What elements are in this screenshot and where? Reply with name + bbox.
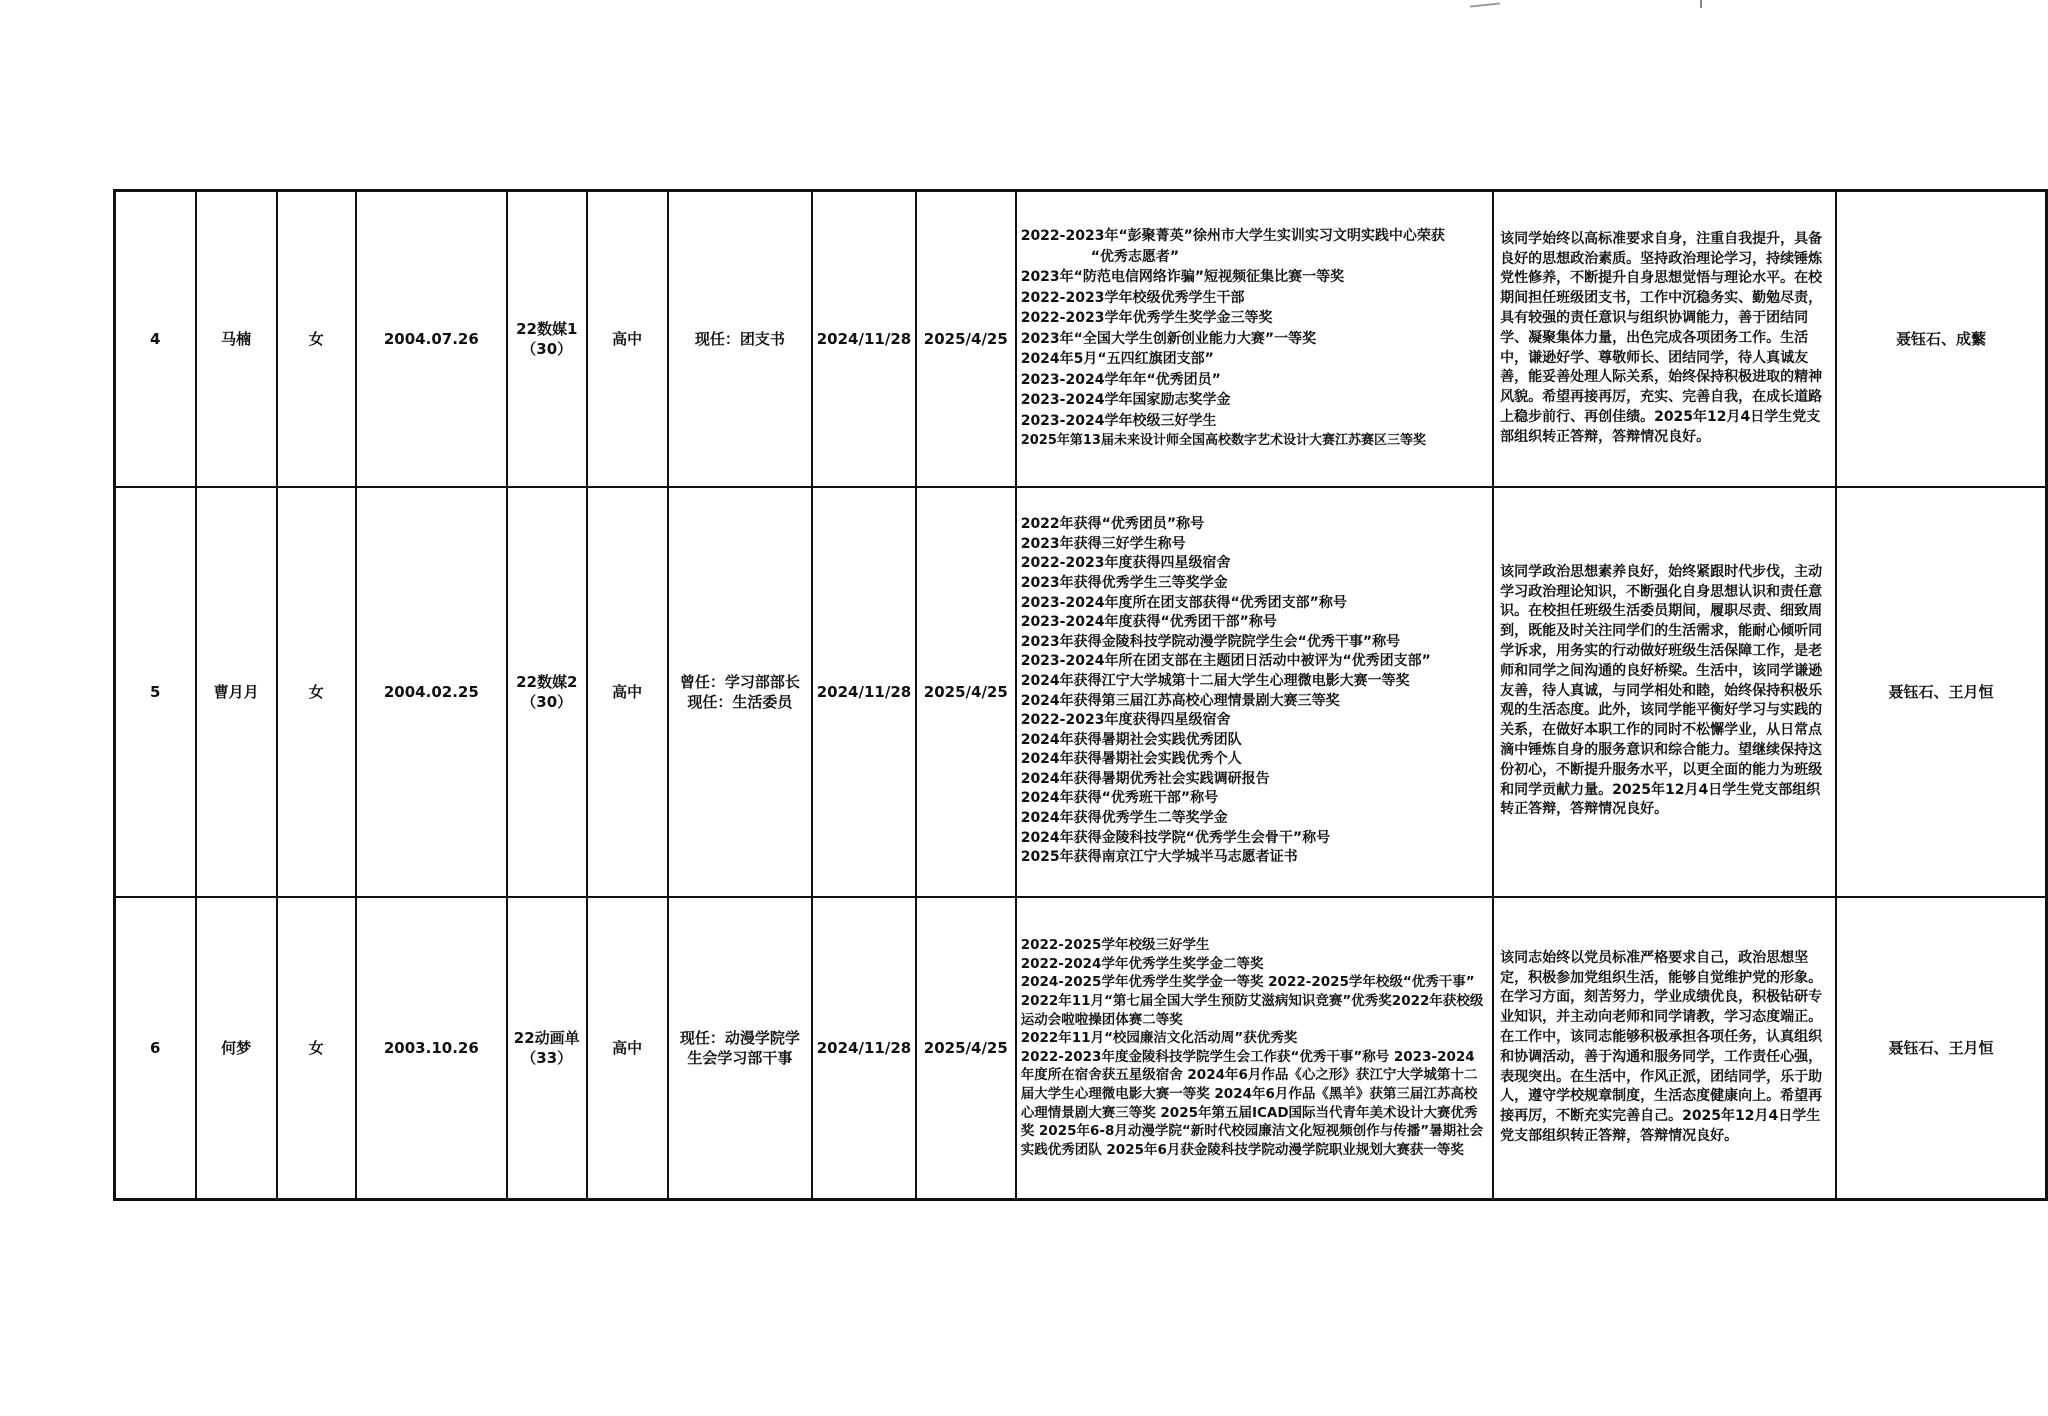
date-one: 2024/11/28 (812, 897, 916, 1200)
member-education: 高中 (587, 897, 668, 1200)
honor-item: 2024年获得“优秀班干部”称号 (1020, 790, 1219, 807)
honor-item: 2023年“全国大学生创新创业能力大赛”一等奖 (1020, 330, 1317, 347)
date-two: 2025/4/25 (916, 487, 1016, 897)
member-name: 曹月月 (196, 487, 277, 897)
date-one: 2024/11/28 (812, 191, 916, 487)
honor-item: 2022-2023学年校级优秀学生干部 (1020, 289, 1245, 306)
position-line: 现任：团支书 (694, 329, 785, 348)
honor-item: 2024年获得暑期社会实践优秀团队 (1020, 731, 1242, 748)
honor-item: 2024年5月“五四红旗团支部” (1020, 351, 1214, 367)
member-education: 高中 (587, 191, 668, 487)
class-line: （30） (521, 692, 573, 711)
contact-persons: 聂钰石、成蘩 (1836, 191, 2047, 487)
member-class (507, 487, 587, 897)
evaluation-text: 该同志始终以党员标准严格要求自己，政治思想坚定，积极参加党组织生活，能够自觉维护党的形象。在学习方面，刻苦努力，学业成绩优良，积极钻研专业知识，并主动向老师和同学请教，学习态度端正。在工作中，该同志能够积极承担各项任务，认真组织和协调活动，善于沟通和服务同学，工作责任心强，表现突出。在生活中，作风正派，团结同学，乐于助人，遵守学校规章制度，生活态度健康向上。希望再接再厉，不断充实完善自己。2025年12月4日学生党支部组织转正答辩，答辩情况良好。 (1500, 949, 1823, 1144)
member-evaluation (1493, 897, 1836, 1200)
member-gender: 女 (277, 897, 356, 1200)
honor-item: 2023-2024学年国家励志奖学金 (1020, 392, 1231, 408)
contact-persons: 聂钰石、王月恒 (1836, 487, 2047, 897)
table-row (115, 191, 2047, 487)
table-row (115, 897, 2047, 1200)
honor-item: 2022-2023年“彭聚菁英”徐州市大学生实训实习文明实践中心荣获 (1020, 228, 1445, 244)
honor-item: 2024年获得金陵科技学院“优秀学生会骨干”称号 (1020, 829, 1331, 846)
member-name: 何梦 (196, 897, 277, 1200)
honors-text: 2022-2025学年校级三好学生 2022-2024学年优秀学生奖学金二等奖 2024-2025学年优秀学生奖学金一等奖 2022-2025学年校级“优秀干事” 2022年11月“第七届全国大学生预防艾滋病知识竞赛”优秀奖2022年获校级运动会啦啦操团体赛二等奖 2022年11月“校园廉洁文化活动周”获优秀奖 2022-2023年度金陵科技学院学生会工作获“优秀干事”称号 2023-2024年度所在宿舍获五星级宿舍 2024年6月作品《心之形》获江宁大学城第十二届大学生心理微电影大赛一等奖 2024年6月作品《黑羊》获第三届江苏高校心理情景剧大赛三等奖 2025年第五届ICAD国际当代青年美术设计大赛优秀奖 2025年6-8月动漫学院“新时代校园廉洁文化短视频创作与传播”暑期社会实践优秀团队 2025年6月获金陵科技学院动漫学院职业规划大赛获一等奖 (1020, 937, 1484, 1158)
honor-item: 2023-2024学年校级三好学生 (1020, 412, 1217, 429)
honor-item: 2022-2023年度获得四星级宿舍 (1020, 712, 1231, 729)
scan-mark (1470, 2, 1500, 7)
honor-item: 2022-2023年度获得四星级宿舍 (1020, 555, 1231, 572)
scan-marks (1460, 0, 1760, 20)
class-line: （33） (521, 1048, 573, 1067)
honors-list (1016, 897, 1493, 1200)
honors-list (1016, 487, 1493, 897)
scan-mark (1700, 0, 1702, 8)
member-roster-table (113, 189, 2048, 1201)
row-number: 5 (115, 487, 196, 897)
date-two: 2025/4/25 (916, 191, 1016, 487)
date-two: 2025/4/25 (916, 897, 1016, 1200)
honor-item: 2024年获得优秀学生二等奖学金 (1020, 810, 1228, 827)
table-row (115, 487, 2047, 897)
contact-persons: 聂钰石、王月恒 (1836, 897, 2047, 1200)
member-gender: 女 (277, 487, 356, 897)
honor-item: 2023-2024年度所在团支部获得“优秀团支部”称号 (1020, 594, 1347, 611)
member-education: 高中 (587, 487, 668, 897)
honor-item: “优秀志愿者” (1090, 248, 1180, 265)
position-line: 生会学习部干事 (687, 1048, 793, 1067)
honor-item: 2023-2024年所在团支部在主题团日活动中被评为“优秀团支部” (1020, 653, 1431, 670)
class-line: 22动画单 (513, 1028, 580, 1047)
evaluation-text: 该同学政治思想素养良好，始终紧跟时代步伐，主动学习政治理论知识，不断强化自身思想认识和责任意识。在校担任班级生活委员期间，履职尽责、细致周到，既能及时关注同学们的生活需求，能耐心倾听同学诉求，用务实的行动做好班级生活保障工作，是老师和同学之间沟通的良好桥梁。生活中，该同学谦逊友善，待人真诚，与同学相处和睦，始终保持积极乐观的生活态度。此外，该同学能平衡好学习与实践的关系，在做好本职工作的同时不松懈学业，从日常点滴中锤炼自身的服务意识和综合能力。望继续保持这份初心，不断提升服务水平，以更全面的能力为班级和同学贡献力量。2025年12月4日学生党支部组织转正答辩，答辩情况良好。 (1500, 563, 1823, 818)
member-name: 马楠 (196, 191, 277, 487)
honor-item: 2023-2024年度获得“优秀团干部”称号 (1020, 614, 1277, 631)
class-line: 22数媒1 (516, 319, 578, 338)
honor-item: 2025年获得南京江宁大学城半马志愿者证书 (1020, 849, 1298, 866)
member-gender: 女 (277, 191, 356, 487)
member-evaluation (1493, 487, 1836, 897)
member-position (668, 191, 812, 487)
honor-item: 2024年获得第三届江苏高校心理情景剧大赛三等奖 (1020, 692, 1340, 709)
honor-item: 2022年获得“优秀团员”称号 (1020, 516, 1205, 533)
honor-item: 2023年获得三好学生称号 (1020, 535, 1186, 552)
date-one: 2024/11/28 (812, 487, 916, 897)
honor-item: 2023年获得优秀学生三等奖学金 (1020, 574, 1228, 591)
position-line: 曾任：学习部部长 (679, 672, 800, 691)
member-class (507, 191, 587, 487)
honor-item: 2025年第13届未来设计师全国高校数字艺术设计大赛江苏赛区三等奖 (1020, 433, 1426, 448)
honor-item: 2023年获得金陵科技学院动漫学院院学生会“优秀干事”称号 (1020, 633, 1401, 650)
row-number: 4 (115, 191, 196, 487)
honors-list (1016, 191, 1493, 487)
position-line: 现任：生活委员 (687, 692, 793, 711)
honor-item: 2023年“防范电信网络诈骗”短视频征集比赛一等奖 (1020, 269, 1345, 285)
honor-item: 2023-2024学年年“优秀团员” (1020, 371, 1221, 388)
row-number: 6 (115, 897, 196, 1200)
evaluation-text: 该同学始终以高标准要求自身，注重自我提升，具备良好的思想政治素质。坚持政治理论学习，持续锤炼党性修养，不断提升自身思想觉悟与理论水平。在校期间担任班级团支书，工作中沉稳务实、勤勉尽责，具有较强的责任意识与组织协调能力，善于团结同学、凝聚集体力量，出色完成各项团务工作。生活中，谦逊好学、尊敬师长、团结同学，待人真诚友善，能妥善处理人际关系，始终保持积极进取的精神风貌。希望再接再厉，充实、完善自我，在成长道路上稳步前行、再创佳绩。2025年12月4日学生党支部组织转正答辩，答辩情况良好。 (1500, 230, 1823, 445)
member-evaluation (1493, 191, 1836, 487)
member-birthdate: 2003.10.26 (356, 897, 507, 1200)
honor-item: 2024年获得暑期优秀社会实践调研报告 (1020, 770, 1270, 787)
class-line: 22数媒2 (516, 672, 578, 691)
member-birthdate: 2004.07.26 (356, 191, 507, 487)
honor-item: 2024年获得暑期社会实践优秀个人 (1020, 751, 1242, 768)
position-line: 现任：动漫学院学 (679, 1028, 800, 1047)
member-birthdate: 2004.02.25 (356, 487, 507, 897)
class-line: （30） (521, 339, 573, 358)
member-class (507, 897, 587, 1200)
member-position (668, 487, 812, 897)
honor-item: 2022-2023学年优秀学生奖学金三等奖 (1020, 310, 1273, 326)
honor-item: 2024年获得江宁大学城第十二届大学生心理微电影大赛一等奖 (1020, 672, 1410, 689)
member-position (668, 897, 812, 1200)
